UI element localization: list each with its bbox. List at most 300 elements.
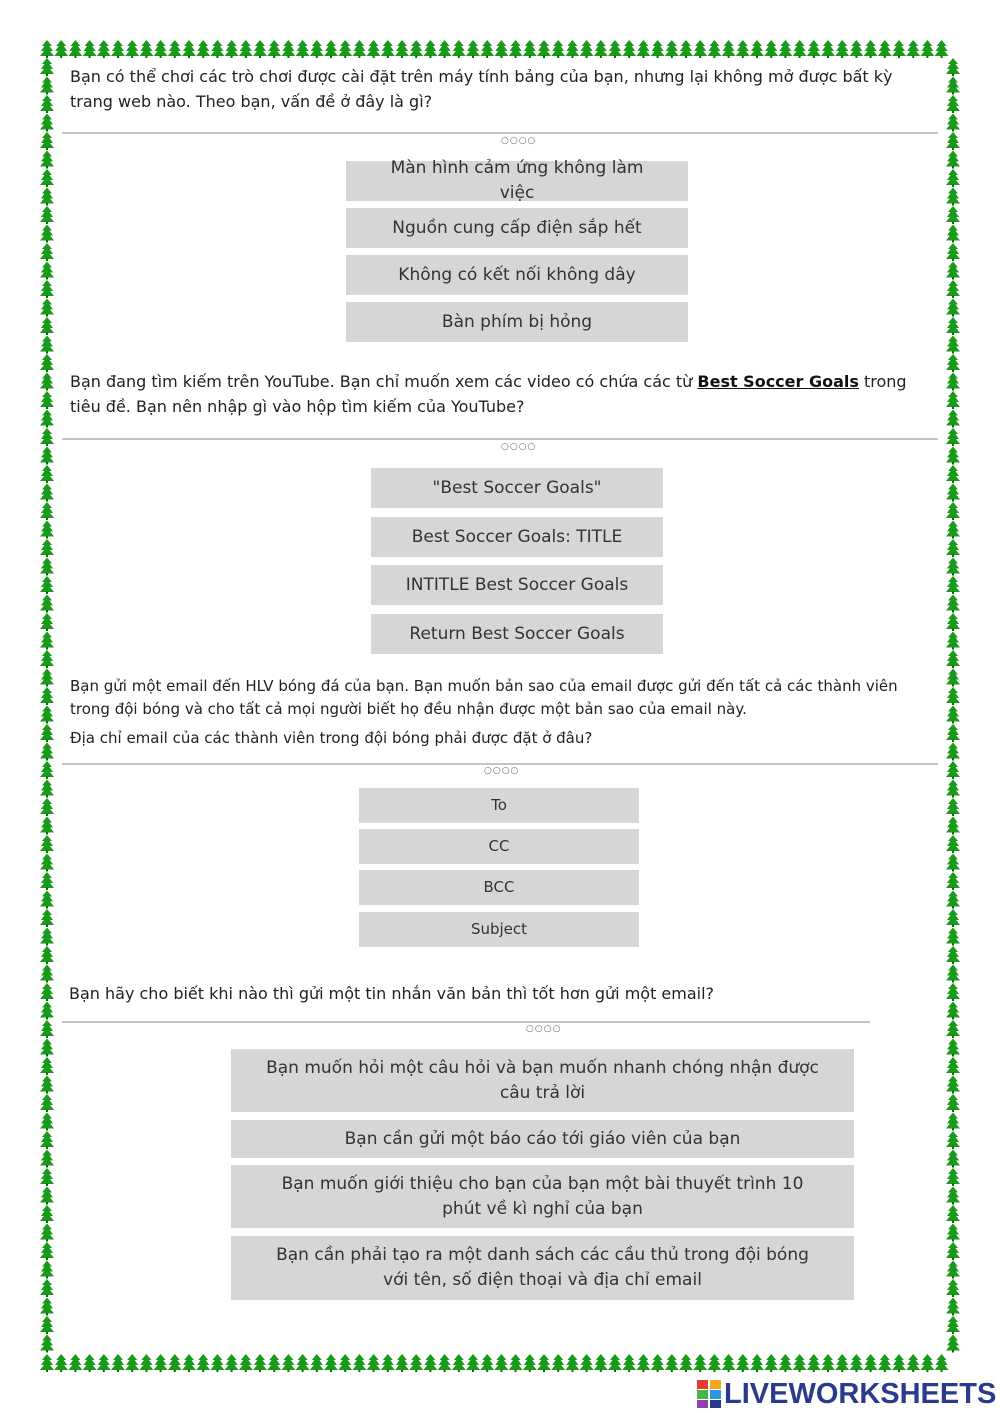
tree-icon: [253, 1354, 267, 1372]
tree-icon: [807, 40, 821, 58]
tree-icon: [722, 40, 736, 58]
tree-icon: [946, 650, 960, 668]
tree-icon: [946, 132, 960, 150]
tree-icon: [946, 891, 960, 909]
tree-icon: [509, 40, 523, 58]
tree-icon: [210, 40, 224, 58]
tree-icon: [40, 77, 54, 95]
q3-option-cc[interactable]: CC: [359, 829, 639, 864]
tree-icon: [665, 40, 679, 58]
tree-icon: [608, 1354, 622, 1372]
tree-icon: [296, 1354, 310, 1372]
tree-icon: [438, 1354, 452, 1372]
tree-icon: [946, 317, 960, 335]
tree-icon: [40, 169, 54, 187]
tree-icon: [40, 1279, 54, 1297]
tree-icon: [946, 1113, 960, 1131]
tree-icon: [40, 225, 54, 243]
tree-icon: [509, 1354, 523, 1372]
logo-mark-icon: [697, 1380, 721, 1408]
tree-icon: [40, 1002, 54, 1020]
tree-icon: [168, 40, 182, 58]
divider-3: [62, 763, 938, 765]
tree-icon: [946, 373, 960, 391]
tree-icon: [494, 1354, 508, 1372]
q4-option-2[interactable]: Bạn cần gửi một báo cáo tới giáo viên của bạn: [231, 1120, 854, 1158]
tree-icon: [40, 909, 54, 927]
tree-icon: [40, 317, 54, 335]
tree-icon: [352, 40, 366, 58]
tree-icon: [764, 1354, 778, 1372]
q2-option-4[interactable]: Return Best Soccer Goals: [371, 614, 663, 654]
tree-icon: [154, 1354, 168, 1372]
tree-icon: [40, 1150, 54, 1168]
q2-option-1[interactable]: "Best Soccer Goals": [371, 468, 663, 508]
tree-icon: [338, 40, 352, 58]
tree-icon: [946, 58, 960, 76]
tree-icon: [946, 761, 960, 779]
tree-icon: [946, 872, 960, 890]
question-4-marker: ○○○○: [526, 1024, 562, 1034]
q1-option-1[interactable]: Màn hình cảm ứng không làm việc: [346, 161, 688, 201]
tree-icon: [40, 632, 54, 650]
tree-icon: [40, 58, 54, 76]
tree-icon: [622, 1354, 636, 1372]
tree-icon: [946, 1316, 960, 1334]
tree-icon: [423, 1354, 437, 1372]
tree-icon: [946, 1094, 960, 1112]
q3-option-to[interactable]: To: [359, 788, 639, 823]
tree-icon: [807, 1354, 821, 1372]
tree-icon: [40, 687, 54, 705]
tree-icon: [225, 40, 239, 58]
question-2-text-before: Bạn đang tìm kiếm trên YouTube. Bạn chỉ muốn xem các video có chứa các từ: [70, 372, 698, 391]
tree-icon: [40, 798, 54, 816]
tree-icon: [636, 1354, 650, 1372]
tree-icon: [40, 1039, 54, 1057]
tree-icon: [40, 743, 54, 761]
tree-icon: [310, 40, 324, 58]
tree-icon: [267, 1354, 281, 1372]
tree-icon: [946, 539, 960, 557]
tree-icon: [793, 1354, 807, 1372]
liveworksheets-logo: [697, 1377, 996, 1411]
tree-icon: [40, 576, 54, 594]
tree-icon: [83, 40, 97, 58]
tree-icon: [452, 1354, 466, 1372]
tree-icon: [821, 40, 835, 58]
tree-icon: [946, 206, 960, 224]
tree-icon: [523, 40, 537, 58]
tree-icon: [40, 817, 54, 835]
tree-icon: [381, 1354, 395, 1372]
tree-icon: [551, 1354, 565, 1372]
tree-icon: [40, 299, 54, 317]
tree-icon: [40, 1354, 54, 1372]
tree-icon: [40, 706, 54, 724]
tree-icon: [946, 835, 960, 853]
tree-icon: [946, 1076, 960, 1094]
tree-icon: [40, 613, 54, 631]
tree-icon: [97, 1354, 111, 1372]
tree-icon: [946, 188, 960, 206]
tree-icon: [40, 188, 54, 206]
tree-icon: [40, 835, 54, 853]
tree-icon: [946, 558, 960, 576]
tree-icon: [946, 1168, 960, 1186]
tree-icon: [40, 465, 54, 483]
tree-icon: [40, 595, 54, 613]
tree-icon: [40, 872, 54, 890]
tree-icon: [906, 1354, 920, 1372]
tree-icon: [40, 1316, 54, 1334]
tree-icon: [125, 40, 139, 58]
tree-icon: [40, 965, 54, 983]
tree-icon: [139, 1354, 153, 1372]
tree-icon: [736, 1354, 750, 1372]
tree-icon: [367, 40, 381, 58]
tree-icon: [707, 40, 721, 58]
tree-icon: [946, 1205, 960, 1223]
tree-icon: [920, 1354, 934, 1372]
question-2-text: [70, 369, 940, 419]
tree-icon: [466, 1354, 480, 1372]
tree-icon: [267, 40, 281, 58]
tree-icon: [40, 650, 54, 668]
tree-icon: [946, 280, 960, 298]
q1-option-2[interactable]: Nguồn cung cấp điện sắp hết: [346, 208, 688, 248]
tree-icon: [946, 262, 960, 280]
tree-icon: [338, 1354, 352, 1372]
question-2-marker: ○○○○: [501, 442, 537, 452]
tree-icon: [139, 40, 153, 58]
tree-icon: [835, 40, 849, 58]
tree-icon: [40, 928, 54, 946]
question-1-marker: ○○○○: [501, 136, 537, 146]
tree-icon: [892, 40, 906, 58]
tree-icon: [565, 1354, 579, 1372]
tree-icon: [946, 1187, 960, 1205]
tree-icon: [946, 95, 960, 113]
q3-option-bcc[interactable]: BCC: [359, 870, 639, 905]
tree-icon: [946, 706, 960, 724]
tree-icon: [40, 336, 54, 354]
divider-4: [62, 1021, 870, 1023]
tree-icon: [40, 1020, 54, 1038]
tree-icon: [523, 1354, 537, 1372]
tree-icon: [537, 1354, 551, 1372]
tree-icon: [40, 1076, 54, 1094]
tree-icon: [693, 1354, 707, 1372]
tree-icon: [40, 724, 54, 742]
tree-icon: [946, 1298, 960, 1316]
tree-icon: [946, 391, 960, 409]
q1-option-4[interactable]: Bàn phím bị hỏng: [346, 302, 688, 342]
tree-icon: [423, 40, 437, 58]
tree-icon: [40, 502, 54, 520]
question-2-text-after: trong tiêu đề. Bạn nên nhập gì vào hộp tìm kiếm của YouTube?: [70, 372, 907, 416]
tree-icon: [253, 40, 267, 58]
tree-icon: [40, 558, 54, 576]
tree-icon: [849, 1354, 863, 1372]
tree-icon: [40, 946, 54, 964]
tree-icon: [40, 539, 54, 557]
tree-icon: [466, 40, 480, 58]
tree-icon: [480, 40, 494, 58]
tree-icon: [636, 40, 650, 58]
tree-icon: [40, 243, 54, 261]
divider-1: [62, 132, 938, 134]
divider-2: [62, 438, 938, 440]
tree-icon: [409, 40, 423, 58]
tree-icon: [651, 40, 665, 58]
tree-icon: [40, 410, 54, 428]
tree-icon: [946, 1279, 960, 1297]
tree-icon: [935, 40, 949, 58]
tree-icon: [651, 1354, 665, 1372]
tree-icon: [196, 40, 210, 58]
tree-icon: [40, 484, 54, 502]
q4-option-1[interactable]: Bạn muốn hỏi một câu hỏi và bạn muốn nhanh chóng nhận được câu trả lời: [231, 1049, 854, 1112]
tree-icon: [68, 1354, 82, 1372]
tree-icon: [225, 1354, 239, 1372]
q2-option-3[interactable]: INTITLE Best Soccer Goals: [371, 565, 663, 605]
tree-icon: [878, 1354, 892, 1372]
q3-option-subject[interactable]: Subject: [359, 912, 639, 947]
tree-icon: [946, 1224, 960, 1242]
tree-icon: [946, 1131, 960, 1149]
tree-icon: [40, 428, 54, 446]
tree-icon: [580, 40, 594, 58]
tree-icon: [793, 40, 807, 58]
tree-icon: [40, 1298, 54, 1316]
tree-icon: [946, 77, 960, 95]
tree-icon: [54, 1354, 68, 1372]
q1-option-3[interactable]: Không có kết nối không dây: [346, 255, 688, 295]
tree-icon: [40, 891, 54, 909]
tree-icon: [946, 743, 960, 761]
tree-icon: [946, 817, 960, 835]
tree-icon: [946, 521, 960, 539]
tree-icon: [310, 1354, 324, 1372]
tree-icon: [196, 1354, 210, 1372]
tree-icon: [946, 1002, 960, 1020]
tree-icon: [778, 40, 792, 58]
tree-icon: [40, 206, 54, 224]
tree-icon: [849, 40, 863, 58]
tree-icon: [878, 40, 892, 58]
tree-icon: [835, 1354, 849, 1372]
tree-icon: [40, 1187, 54, 1205]
tree-icon: [381, 40, 395, 58]
tree-icon: [125, 1354, 139, 1372]
tree-icon: [239, 40, 253, 58]
logo-text: LIVEWORKSHEETS: [724, 1377, 997, 1410]
tree-icon: [580, 1354, 594, 1372]
tree-icon: [946, 946, 960, 964]
tree-icon: [946, 613, 960, 631]
tree-icon: [946, 1150, 960, 1168]
tree-icon: [40, 95, 54, 113]
tree-icon: [946, 1020, 960, 1038]
question-3-text: Bạn gửi một email đến HLV bóng đá của bạn. Bạn muốn bản sao của email được gửi đến tất cả các thành viên trong đội bóng và cho tất cả mọi người biết họ đều nhận được một bản sao của email này.: [70, 677, 898, 718]
tree-icon: [324, 1354, 338, 1372]
tree-icon: [154, 40, 168, 58]
tree-icon: [367, 1354, 381, 1372]
tree-icon: [736, 40, 750, 58]
tree-icon: [946, 576, 960, 594]
tree-icon: [946, 632, 960, 650]
tree-icon: [352, 1354, 366, 1372]
tree-icon: [54, 40, 68, 58]
tree-icon: [40, 1168, 54, 1186]
tree-icon: [409, 1354, 423, 1372]
tree-icon: [594, 40, 608, 58]
tree-icon: [494, 40, 508, 58]
tree-icon: [40, 1057, 54, 1075]
tree-icon: [40, 983, 54, 1001]
tree-icon: [40, 114, 54, 132]
tree-icon: [946, 724, 960, 742]
question-3-marker: ○○○○: [484, 766, 520, 776]
tree-icon: [622, 40, 636, 58]
tree-icon: [665, 1354, 679, 1372]
q4-option-4[interactable]: Bạn cần phải tạo ra một danh sách các cầu thủ trong đội bóng với tên, số điện thoại và địa chỉ email: [231, 1236, 854, 1300]
tree-icon: [750, 40, 764, 58]
tree-icon: [946, 928, 960, 946]
tree-icon: [946, 965, 960, 983]
tree-icon: [40, 854, 54, 872]
tree-icon: [693, 40, 707, 58]
tree-icon: [946, 1242, 960, 1260]
tree-icon: [946, 354, 960, 372]
tree-icon: [83, 1354, 97, 1372]
tree-icon: [40, 1335, 54, 1353]
tree-icon: [438, 40, 452, 58]
tree-icon: [40, 1224, 54, 1242]
tree-icon: [111, 40, 125, 58]
tree-icon: [40, 447, 54, 465]
tree-icon: [40, 780, 54, 798]
tree-icon: [40, 1242, 54, 1260]
q4-option-3[interactable]: Bạn muốn giới thiệu cho bạn của bạn một bài thuyết trình 10 phút về kì nghỉ của bạn: [231, 1165, 854, 1228]
tree-icon: [97, 40, 111, 58]
tree-icon: [946, 225, 960, 243]
tree-icon: [946, 428, 960, 446]
tree-icon: [40, 1131, 54, 1149]
tree-icon: [778, 1354, 792, 1372]
tree-icon: [452, 40, 466, 58]
question-1-text: Bạn có thể chơi các trò chơi được cài đặt trên máy tính bảng của bạn, nhưng lại không mở được bất kỳ trang web nào. Theo bạn, vấn đề ở đây là gì?: [70, 67, 893, 111]
tree-icon: [324, 40, 338, 58]
tree-icon: [679, 40, 693, 58]
tree-icon: [565, 40, 579, 58]
tree-icon: [679, 1354, 693, 1372]
tree-icon: [722, 1354, 736, 1372]
tree-icon: [821, 1354, 835, 1372]
tree-icon: [864, 1354, 878, 1372]
tree-icon: [40, 669, 54, 687]
question-2-keyword: Best Soccer Goals: [697, 372, 859, 391]
tree-icon: [395, 1354, 409, 1372]
tree-icon: [946, 798, 960, 816]
tree-icon: [946, 1057, 960, 1075]
tree-icon: [608, 40, 622, 58]
tree-icon: [707, 1354, 721, 1372]
tree-icon: [864, 40, 878, 58]
tree-icon: [537, 40, 551, 58]
tree-icon: [40, 280, 54, 298]
tree-icon: [40, 354, 54, 372]
tree-icon: [239, 1354, 253, 1372]
tree-icon: [40, 373, 54, 391]
tree-icon: [40, 132, 54, 150]
tree-icon: [182, 1354, 196, 1372]
tree-icon: [40, 521, 54, 539]
tree-icon: [946, 1039, 960, 1057]
tree-icon: [68, 40, 82, 58]
tree-icon: [946, 669, 960, 687]
tree-icon: [281, 1354, 295, 1372]
tree-icon: [946, 465, 960, 483]
tree-icon: [946, 687, 960, 705]
tree-icon: [40, 151, 54, 169]
tree-icon: [946, 169, 960, 187]
tree-icon: [395, 40, 409, 58]
tree-icon: [946, 983, 960, 1001]
tree-icon: [946, 1261, 960, 1279]
tree-icon: [906, 40, 920, 58]
question-4-text: Bạn hãy cho biết khi nào thì gửi một tin nhắn văn bản thì tốt hơn gửi một email?: [69, 984, 715, 1003]
tree-icon: [946, 447, 960, 465]
tree-icon: [892, 1354, 906, 1372]
tree-icon: [920, 40, 934, 58]
tree-icon: [480, 1354, 494, 1372]
tree-icon: [750, 1354, 764, 1372]
tree-icon: [210, 1354, 224, 1372]
tree-icon: [594, 1354, 608, 1372]
tree-icon: [182, 40, 196, 58]
tree-icon: [946, 484, 960, 502]
tree-icon: [281, 40, 295, 58]
tree-icon: [946, 336, 960, 354]
tree-icon: [40, 761, 54, 779]
q2-option-2[interactable]: Best Soccer Goals: TITLE: [371, 517, 663, 557]
tree-icon: [946, 502, 960, 520]
tree-icon: [551, 40, 565, 58]
tree-icon: [946, 114, 960, 132]
tree-icon: [946, 1335, 960, 1353]
tree-icon: [40, 1094, 54, 1112]
tree-icon: [946, 299, 960, 317]
tree-icon: [40, 1205, 54, 1223]
tree-icon: [40, 391, 54, 409]
tree-icon: [40, 40, 54, 58]
tree-icon: [40, 1113, 54, 1131]
tree-icon: [946, 243, 960, 261]
tree-icon: [946, 780, 960, 798]
tree-icon: [168, 1354, 182, 1372]
tree-icon: [946, 410, 960, 428]
tree-icon: [946, 151, 960, 169]
tree-icon: [40, 1261, 54, 1279]
tree-icon: [935, 1354, 949, 1372]
tree-icon: [764, 40, 778, 58]
tree-icon: [946, 854, 960, 872]
tree-icon: [111, 1354, 125, 1372]
tree-icon: [946, 595, 960, 613]
tree-icon: [40, 262, 54, 280]
